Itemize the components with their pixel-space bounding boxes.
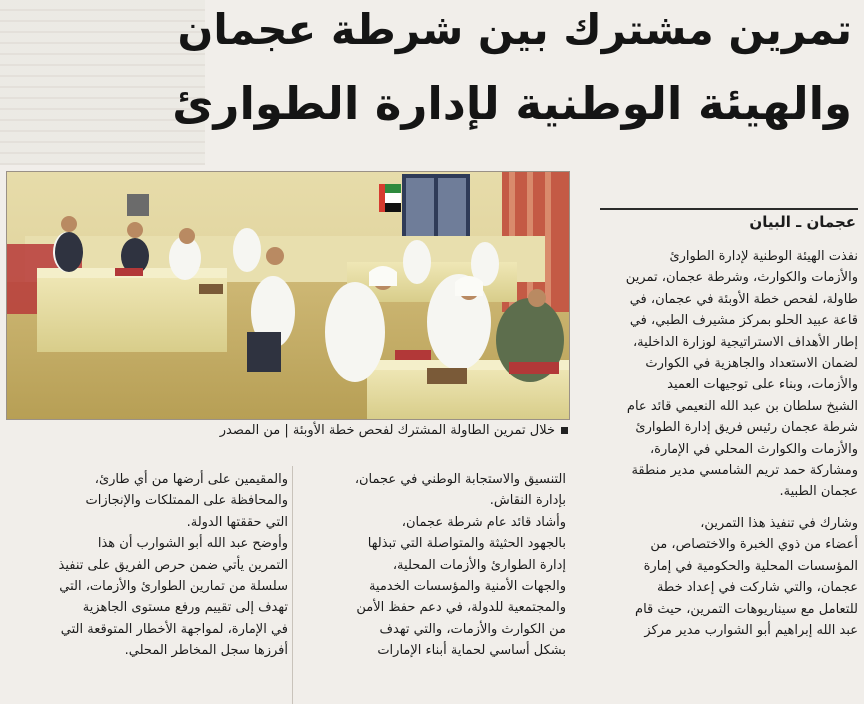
headline-line-1: تمرين مشترك بين شرطة عجمان bbox=[177, 5, 852, 54]
text-line: بشكل أساسي لحماية أبناء الإمارات bbox=[377, 643, 566, 659]
text-line: للتعامل مع سيناريوهات التمرين، حيث قام bbox=[635, 601, 858, 617]
column-separator bbox=[292, 466, 293, 704]
caption-separator: | bbox=[284, 423, 289, 438]
text-line: عجمان، والتي شاركت في إعداد خطة bbox=[656, 580, 858, 596]
text-line: المؤسسات المحلية والحكومية في إمارة bbox=[643, 558, 858, 574]
byline: عجمان ـ البيان bbox=[749, 213, 856, 231]
text-line: قاعة عبيد الحلو بمركز مشيرف الطبي، في bbox=[629, 313, 858, 329]
text-line: والأزمات والكوارث، وشرطة عجمان، تمرين bbox=[625, 270, 858, 286]
article-column-middle bbox=[296, 469, 566, 662]
text-line: وأشاد قائد عام شرطة عجمان، bbox=[401, 514, 566, 530]
article-column-right bbox=[600, 246, 858, 641]
article-column-left bbox=[2, 469, 288, 662]
text-line: طاولة، لفحص خطة الأوبئة في عجمان، في bbox=[629, 291, 858, 307]
text-line: عجمان الطبية. bbox=[779, 484, 858, 500]
text-line: والأزمات والكوارث المحلي في الإمارة، bbox=[649, 441, 858, 457]
caption-credit: من المصدر bbox=[219, 423, 281, 438]
text-line: شرطة عجمان رئيس فريق إدارة الطوارئ bbox=[635, 420, 858, 436]
text-line: والجهات الأمنية والمؤسسات الخدمية bbox=[368, 579, 566, 595]
text-line: التمرين يأتي ضمن حرص الفريق على تنفيذ bbox=[58, 557, 288, 573]
text-line: والمحافظة على الممتلكات والإنجازات bbox=[85, 493, 288, 509]
text-line: سلسلة من تمارين الطوارئ والأزمات، التي bbox=[59, 579, 288, 595]
text-line: والمجتمعية للدولة، في دعم حفظ الأمن bbox=[356, 600, 566, 616]
meeting-room-photo bbox=[7, 172, 569, 419]
text-line: تهدف إلى تقييم ورفع مستوى الجاهزية bbox=[82, 600, 288, 616]
text-line: إطار الأهداف الاستراتيجية لوزارة الداخلية، bbox=[632, 334, 858, 350]
text-line: بالجهود الحثيثة والمتواصلة التي تبذلها bbox=[367, 536, 566, 552]
text-line: عبد الله إبراهيم أبو الشوارب مدير مركز bbox=[644, 622, 858, 638]
text-line: التنسيق والاستجابة الوطني في عجمان، bbox=[354, 472, 566, 487]
text-line: وأوضح عبد الله أبو الشوارب أن هذا bbox=[97, 536, 288, 552]
text-line: الشيخ سلطان بن عبد الله النعيمي قائد عام bbox=[626, 398, 858, 414]
text-line: والمقيمين على أرضها من أي طارئ، bbox=[94, 472, 288, 487]
text-line: لضمان الاستعداد والجاهزية في الكوارث bbox=[645, 356, 858, 372]
text-line: إدارة الطوارئ والأزمات المحلية، bbox=[392, 557, 566, 573]
text-line: التي حققتها الدولة. bbox=[186, 514, 288, 530]
text-line: بإدارة النقاش. bbox=[489, 493, 566, 509]
text-line: وشارك في تنفيذ هذا التمرين، bbox=[700, 515, 858, 531]
text-line: في الإمارة، لمواجهة الأخطار المتوقعة التي bbox=[60, 621, 288, 637]
text-line: نفذت الهيئة الوطنية لإدارة الطوارئ bbox=[669, 249, 858, 264]
photo-caption bbox=[6, 420, 568, 442]
text-line: أعضاء من ذوي الخبرة والاختصاص، من bbox=[650, 537, 858, 553]
caption-text: خلال تمرين الطاولة المشترك لفحص خطة الأوبئة bbox=[292, 423, 555, 438]
caption-bullet bbox=[561, 427, 568, 434]
text-line: ومشاركة حمد تريم الشامسي مدير منطقة bbox=[631, 463, 858, 479]
text-line: من الكوارث والأزمات، والتي تهدف bbox=[379, 621, 566, 637]
text-line: أفرزها سجل المخاطر المحلي. bbox=[124, 643, 288, 659]
headline-line-2: والهيئة الوطنية لإدارة الطوارئ bbox=[172, 77, 852, 130]
text-line: والأزمات، وبناء على توجيهات العميد bbox=[667, 377, 858, 393]
article-photo bbox=[6, 171, 570, 420]
